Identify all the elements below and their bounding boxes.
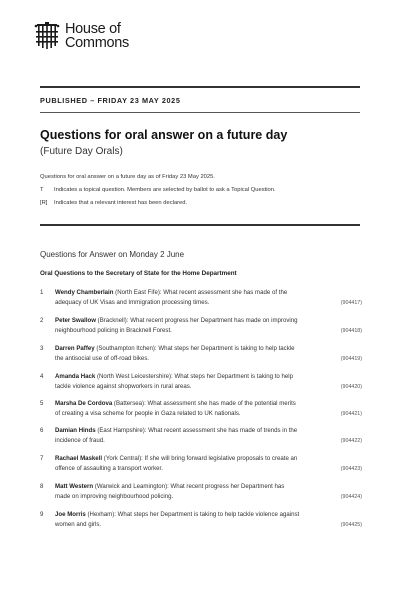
legend-key: [R] <box>40 200 48 206</box>
section-rule <box>40 224 360 226</box>
member-name: Rachael Maskell <box>55 455 103 462</box>
question-text-line1: If she will bring forward legislative proposals to create an <box>144 455 298 462</box>
member-name: Marsha De Cordova <box>55 400 113 407</box>
question-text-line2: tackle violence against shopworkers in rural areas. <box>55 383 192 390</box>
legend-text: Indicates that a relevant interest has been declared. <box>54 200 188 206</box>
question-number: 6 <box>40 427 44 434</box>
question-text-line1: What steps her Department is taking to help <box>174 373 294 380</box>
question-text-line2: of creating a visa scheme for people in Gaza related to UK nationals. <box>55 410 241 417</box>
constituency: (North West Leicestershire): <box>95 373 175 380</box>
question-number: 9 <box>40 511 44 518</box>
question-number: 5 <box>40 400 44 407</box>
member-name: Darren Paffey <box>55 345 95 352</box>
house-of-commons-logo <box>34 22 144 54</box>
member-name: Joe Morris <box>55 511 86 518</box>
question-reference: (904417) <box>340 300 362 306</box>
constituency: (East Hampshire): <box>95 427 149 434</box>
question-number: 1 <box>40 289 44 296</box>
department-heading: Oral Questions to the Secretary of State for the Home Department <box>40 270 237 277</box>
question-text-line2: neighbourhood policing in Bracknell Forest. <box>55 327 172 334</box>
constituency: (Warwick and Leamington): <box>93 483 171 490</box>
question-text-line2: adequacy of UK Visas and Immigration processing times. <box>55 299 210 306</box>
portcullis-icon <box>34 22 60 50</box>
question-reference: (904424) <box>340 494 362 500</box>
org-name-line2: Commons <box>65 35 129 51</box>
member-name: Damian Hinds <box>55 427 96 434</box>
question-reference: (904418) <box>340 328 362 334</box>
question-text-line2: offence of assaulting a transport worker. <box>55 465 163 472</box>
constituency: (Southampton Itchen): <box>94 345 159 352</box>
question-text-line2: women and girls. <box>55 521 102 528</box>
page-title: Questions for oral answer on a future day <box>40 128 288 142</box>
question-number: 2 <box>40 317 44 324</box>
question-text-line2: the antisocial use of off-road bikes. <box>55 355 150 362</box>
published-rule <box>40 112 360 113</box>
question-number: 8 <box>40 483 44 490</box>
question-reference: (904423) <box>340 466 362 472</box>
question-number: 4 <box>40 373 44 380</box>
legend-key: T <box>40 187 44 193</box>
member-name: Wendy Chamberlain <box>55 289 114 296</box>
legend-text: Indicates a topical question. Members are selected by ballot to ask a Topical Question. <box>54 187 276 193</box>
legend-interest <box>40 200 187 206</box>
question-text-line1: What assessment she has made of the potential merits <box>147 400 296 407</box>
constituency: (North East Fife): <box>113 289 164 296</box>
question-text-line2: incidence of fraud. <box>55 437 105 444</box>
member-name: Peter Swallow <box>55 317 96 324</box>
constituency: (Bracknell): <box>95 317 131 324</box>
published-date: PUBLISHED – FRIDAY 23 MAY 2025 <box>40 96 181 105</box>
question-text-line1: What recent assessment she has made of trends in the <box>148 427 298 434</box>
constituency: (Battersea): <box>112 400 148 407</box>
org-name-line1: House of <box>65 21 121 37</box>
section-heading: Questions for Answer on Monday 2 June <box>40 250 185 259</box>
question-reference: (904419) <box>340 356 362 362</box>
question-number: 7 <box>40 455 44 462</box>
top-rule <box>40 86 360 88</box>
question-text-line2: made on improving neighbourhood policing. <box>55 493 174 500</box>
member-name: Amanda Hack <box>55 373 96 380</box>
constituency: (Hexham): <box>85 511 118 518</box>
question-reference: (904422) <box>340 438 362 444</box>
legend-topical <box>40 187 276 193</box>
organisation-name <box>65 22 129 50</box>
question-reference: (904420) <box>340 384 362 390</box>
question-text-line1: What steps her Department is taking to help tackle <box>158 345 295 352</box>
member-name: Matt Western <box>55 483 94 490</box>
question-text-line1: What recent progress her Department has made on improving <box>130 317 298 324</box>
question-text-line1: What recent assessment she has made of the <box>163 289 288 296</box>
question-text-line1: What steps her Department is taking to help tackle violence against <box>117 511 300 518</box>
question-text-line1: What recent progress her Department has <box>170 483 285 490</box>
question-reference: (904421) <box>340 411 362 417</box>
question-number: 3 <box>40 345 44 352</box>
page-subtitle: (Future Day Orals) <box>40 146 123 157</box>
intro-text: Questions for oral answer on a future day as of Friday 23 May 2025. <box>40 174 215 180</box>
question-reference: (904425) <box>340 522 362 528</box>
constituency: (York Central): <box>102 455 145 462</box>
